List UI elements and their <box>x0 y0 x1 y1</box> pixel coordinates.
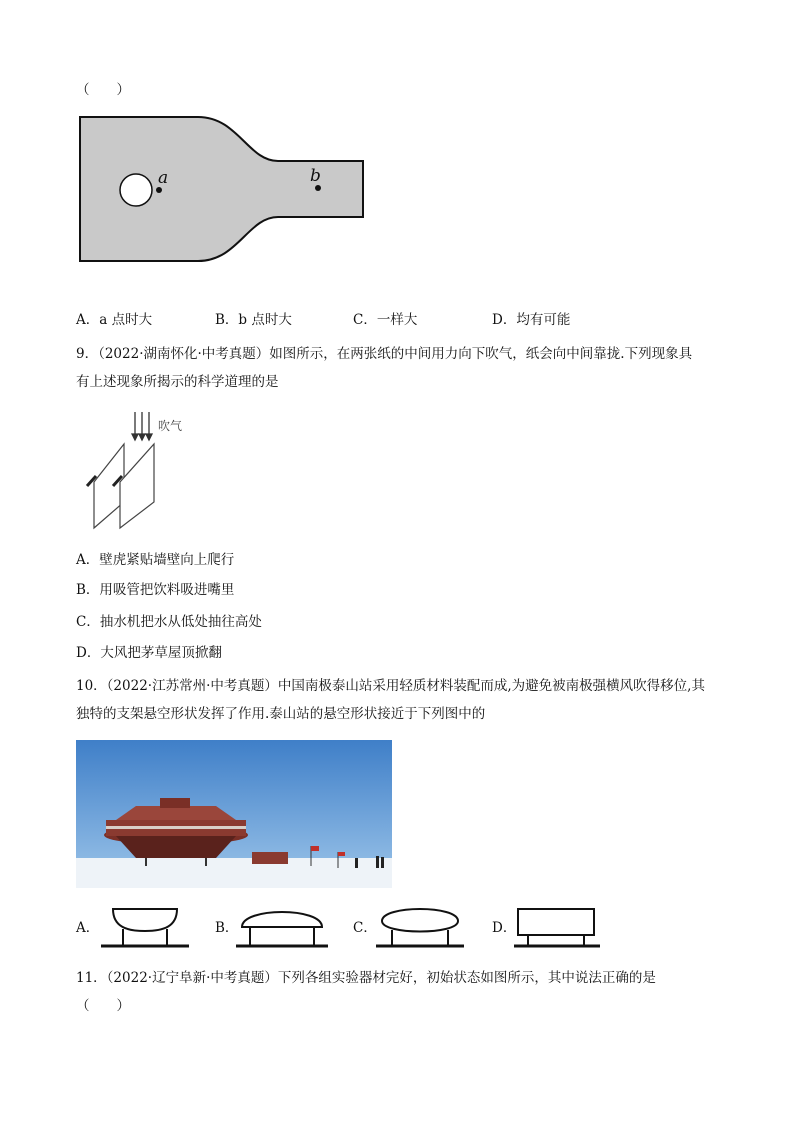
q10-option-b[interactable]: B． <box>215 920 239 936</box>
q10-option-c[interactable]: C． <box>353 920 377 936</box>
q9-paper-figure <box>82 410 202 530</box>
q11-stem: 11．（2022·辽宁阜新·中考真题）下列各组实验器材完好，初始状态如图所示，其中说法正确的是 <box>76 970 656 986</box>
pipe-hole <box>120 174 152 206</box>
q9-option-a[interactable]: A．壁虎紧贴墙壁向上爬行 <box>76 552 235 568</box>
q8-answer-paren: （ ） <box>76 82 130 98</box>
q10-shape-d[interactable] <box>510 905 610 951</box>
q10-option-a[interactable]: A． <box>76 920 100 936</box>
point-b-label: b <box>310 166 321 186</box>
q10-option-d[interactable]: D． <box>492 920 517 936</box>
q8-option-a[interactable]: A．a 点时大 <box>76 312 153 328</box>
q10-stem-line2: 独特的支架悬空形状发挥了作用.泰山站的悬空形状接近于下列图中的 <box>76 706 486 722</box>
point-a-label: a <box>158 168 169 188</box>
q8-option-d[interactable]: D．均有可能 <box>492 312 571 328</box>
blow-arrows <box>132 412 152 440</box>
q8-option-b[interactable]: B．b 点时大 <box>215 312 292 328</box>
paper-right <box>120 444 154 528</box>
blow-label: 吹气 <box>158 419 183 433</box>
q11-answer-paren: （ ） <box>76 998 130 1014</box>
q9-option-b[interactable]: B．用吸管把饮料吸进嘴里 <box>76 582 235 598</box>
q10-shape-a[interactable] <box>95 905 195 951</box>
q9-option-c[interactable]: C．抽水机把水从低处抽往高处 <box>76 614 262 630</box>
q10-stem-line1: 10．（2022·江苏常州·中考真题）中国南极泰山站采用轻质材料装配而成,为避免被南极强横风吹得移位,其 <box>76 678 705 694</box>
q8-option-c[interactable]: C．一样大 <box>353 312 418 328</box>
q10-shape-c[interactable] <box>372 905 472 951</box>
q9-stem-line2: 有上述现象所揭示的科学道理的是 <box>76 374 279 390</box>
q8-pipe-figure <box>78 115 378 275</box>
taishan-station-photo <box>76 740 392 888</box>
q9-option-d[interactable]: D．大风把茅草屋顶掀翻 <box>76 645 222 661</box>
q10-shape-b[interactable] <box>232 905 332 951</box>
q9-stem-line1: 9．（2022·湖南怀化·中考真题）如图所示，在两张纸的中间用力向下吹气，纸会向中间靠拢.下列现象具 <box>76 346 693 362</box>
